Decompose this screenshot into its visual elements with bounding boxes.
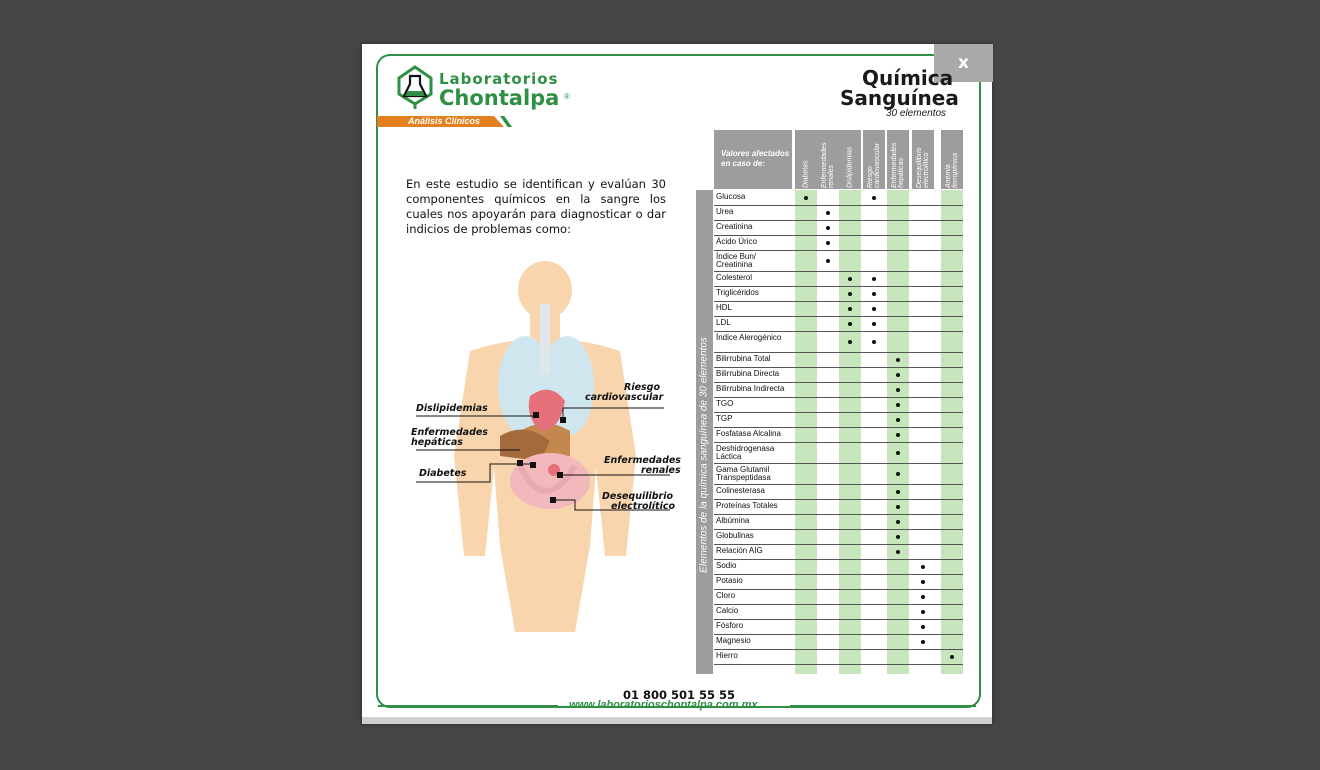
callout-dislipidemias: Dislipidemias [416, 403, 488, 414]
callout-renales-line1: Enfermedades [604, 455, 681, 466]
table-row-divider [714, 367, 963, 368]
table-column-header [887, 130, 909, 189]
table-row-label: Magnesio [716, 636, 751, 645]
table-column-header-label: Desequilibrio electrolítico [916, 147, 930, 188]
table-row-label: TGP [716, 414, 733, 423]
table-row-label: Índice Bun/ Creatinina [716, 252, 757, 269]
table-row-divider [714, 499, 963, 500]
table-row-divider [714, 529, 963, 530]
table-mark-dot [896, 373, 900, 377]
page-subtitle: 30 elementos [886, 108, 947, 119]
table-row-label: Triglicéridos [716, 288, 759, 297]
table-column-header [941, 130, 963, 189]
table-row-label: LDL [716, 318, 731, 327]
brand-name-top: Laboratorios [439, 70, 559, 88]
table-row-label: Hierro [716, 651, 738, 660]
table-row-divider [714, 604, 963, 605]
table-row-divider [714, 316, 963, 317]
table-mark-dot [921, 610, 925, 614]
callout-desequilibrio-line1: Desequilibrio [602, 491, 674, 502]
table-row-label: Deshidrogenasa Láctica [716, 444, 775, 461]
table-mark-dot [896, 388, 900, 392]
table-row-label: Bilirrubina Total [716, 354, 771, 363]
table-row-divider [714, 352, 963, 353]
table-row-label: Colesterol [716, 273, 753, 282]
table-mark-dot [826, 259, 830, 263]
table-mark-dot [896, 550, 900, 554]
table-column-band [795, 190, 817, 674]
callout-riesgo-line2: cardiovascular [585, 392, 664, 403]
table-mark-dot [896, 403, 900, 407]
table-mark-dot [896, 505, 900, 509]
table-row-divider [714, 397, 963, 398]
table-mark-dot [921, 565, 925, 569]
table-row-divider [714, 649, 963, 650]
table-row-divider [714, 463, 963, 464]
table-header-text: Valores afectados en caso de: [721, 149, 790, 168]
table-row-divider [714, 544, 963, 545]
close-button[interactable]: x [934, 44, 993, 82]
table-row-divider [714, 559, 963, 560]
footer-rule-left [378, 705, 558, 707]
table-row-label: Urea [716, 207, 734, 216]
table-row-label: Albúmina [716, 516, 750, 525]
table-column-header [839, 130, 861, 189]
table-row-divider [714, 250, 963, 251]
table-row-label: Cloro [716, 591, 736, 600]
table-mark-dot [872, 340, 876, 344]
table-mark-dot [896, 451, 900, 455]
table-row-divider [714, 574, 963, 575]
table-column-header-label: Dislipidemias [846, 146, 854, 188]
table-mark-dot [826, 241, 830, 245]
callout-hepaticas-line2: hepáticas [411, 437, 463, 448]
table-row-divider [714, 286, 963, 287]
table-mark-dot [921, 580, 925, 584]
table-column-header-label: Diabetes [802, 159, 810, 188]
footer-phone: 01 800 501 55 55 [623, 688, 736, 702]
callout-renales-line2: renales [641, 465, 681, 476]
table-column-band [912, 190, 934, 674]
table-column-header [912, 130, 934, 189]
table-column-band [863, 190, 885, 674]
callout-hepaticas-line1: Enfermedades [411, 427, 488, 438]
table-mark-dot [872, 196, 876, 200]
table-row-divider [714, 589, 963, 590]
table-mark-dot [896, 520, 900, 524]
table-column-header-label: Anemia ferropénica [945, 152, 959, 188]
table-column-header [863, 130, 885, 189]
table-mark-dot [896, 490, 900, 494]
callout-desequilibrio-line2: electrolítico [611, 501, 675, 512]
table-row-label: Sodio [716, 561, 737, 570]
table-mark-dot [872, 292, 876, 296]
table-row-label: Proteínas Totales [716, 501, 778, 510]
table-row-label: Bilirrubina Directa [716, 369, 780, 378]
table-column-header-label: Enfermedades renales [821, 141, 835, 188]
table-row-label: Ácido Úrico [716, 237, 757, 246]
table-mark-dot [826, 211, 830, 215]
table-mark-dot [848, 307, 852, 311]
table-row-divider [714, 235, 963, 236]
tagline: Análisis Clínicos [408, 116, 481, 126]
table-column-header [817, 130, 839, 189]
table-row-label: Glucosa [716, 192, 746, 201]
table-column-header-label: Riesgo cardiovascular [867, 142, 881, 188]
brand-name-bottom: Chontalpa [439, 86, 560, 110]
sheet-bottom-edge [362, 717, 992, 724]
table-row-divider [714, 382, 963, 383]
table-mark-dot [848, 277, 852, 281]
table-row-divider [714, 427, 963, 428]
table-mark-dot [950, 655, 954, 659]
callout-diabetes: Diabetes [419, 468, 467, 479]
table-mark-dot [896, 433, 900, 437]
table-mark-dot [848, 292, 852, 296]
table-mark-dot [848, 322, 852, 326]
flask-logo-icon [395, 64, 435, 110]
table-row-label: Gama Glutamil Transpeptidasa [716, 465, 771, 482]
table-vertical-label: Elementos de la química sanguínea de 30 elementos [698, 337, 710, 573]
table-mark-dot [872, 307, 876, 311]
table-mark-dot [804, 196, 808, 200]
table-row-label: Creatinina [716, 222, 753, 231]
table-column-header [795, 130, 817, 189]
table-row-divider [714, 484, 963, 485]
table-row-label: Índice Alerogénico [716, 333, 782, 342]
footer-rule-right [790, 705, 976, 707]
table-mark-dot [896, 472, 900, 476]
callout-riesgo-line1: Riesgo [624, 382, 660, 393]
table-mark-dot [921, 625, 925, 629]
table-row-divider [714, 271, 963, 272]
table-column-band [817, 190, 839, 674]
table-mark-dot [848, 340, 852, 344]
table-mark-dot [921, 640, 925, 644]
table-row-label: Globulinas [716, 531, 754, 540]
table-row-label: Potasio [716, 576, 743, 585]
page-title-line2: Sanguínea [840, 86, 959, 110]
table-column-band [941, 190, 963, 674]
table-mark-dot [896, 535, 900, 539]
table-mark-dot [921, 595, 925, 599]
table-row-divider [714, 619, 963, 620]
table-row-divider [714, 634, 963, 635]
table-row-divider [714, 301, 963, 302]
table-column-band [839, 190, 861, 674]
table-row-divider [714, 205, 963, 206]
registered-mark: ® [564, 92, 570, 101]
table-row-label: Relación AIG [716, 546, 763, 555]
table-row-divider [714, 412, 963, 413]
table-row-divider [714, 514, 963, 515]
table-row-divider [714, 442, 963, 443]
table-row-label: Bilirrubina Indirecta [716, 384, 785, 393]
table-mark-dot [826, 226, 830, 230]
table-column-header-label: Enfermedades hepáticas [891, 141, 905, 188]
page-title-line1: Química [862, 66, 954, 90]
table-row-label: Fósforo [716, 621, 744, 630]
table-row-label: Colinesterasa [716, 486, 765, 495]
table-row-label: TGO [716, 399, 734, 408]
table-row-divider [714, 331, 963, 332]
intro-paragraph: En este estudio se identifican y evalúan 30 componentes químicos en la sangre los cuales nos apoyarán para diagnosticar o dar indicios de problemas como: [406, 177, 666, 236]
table-mark-dot [872, 322, 876, 326]
table-mark-dot [896, 418, 900, 422]
table-row-label: HDL [716, 303, 733, 312]
table-row-label: Fosfatasa Alcalina [716, 429, 781, 438]
footer-website[interactable]: www.laboratorioschontalpa.com.mx [569, 699, 758, 711]
table-mark-dot [896, 358, 900, 362]
table-mark-dot [872, 277, 876, 281]
table-row-divider [714, 220, 963, 221]
table-row-divider [714, 664, 963, 665]
table-row-label: Calcio [716, 606, 739, 615]
